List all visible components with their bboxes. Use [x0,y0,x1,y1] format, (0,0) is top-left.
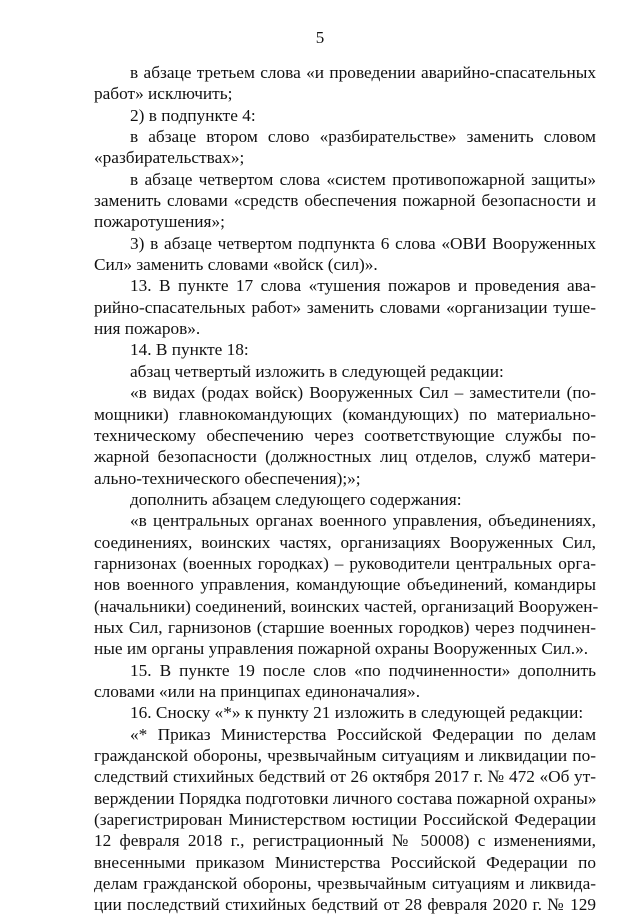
paragraph [94,361,596,382]
text-line: «разбирательствах»; [94,148,245,168]
text-line: 13. В пункте 17 слова «тушения пожаров и проведения ава- [130,276,596,296]
text-line: внесенными приказом Министерства Российской Федерации по [94,852,596,872]
paragraph [94,105,596,126]
paragraph [94,382,596,489]
text-line: заменить словами «средств обеспечения пожарной безопасности и [94,191,596,211]
text-line: ные им органы управления пожарной охраны Вооруженных Сил.». [94,639,589,659]
text-line: рийно-спасательных работ» заменить словами «организации туше- [94,297,596,317]
text-line: делам гражданской обороны, чрезвычайным ситуациям и ликвида- [94,874,596,894]
paragraph [94,660,596,703]
text-line: гражданской обороны, чрезвычайным ситуациям и ликвидации по- [94,746,596,765]
paragraph [94,126,596,169]
text-line: дополнить абзацем следующего содержания: [130,489,462,509]
paragraph [94,233,596,276]
text-line: ных Сил, гарнизонов (старшие военных городков) через подчинен- [94,617,596,637]
text-line: соединениях, воинских частях, организациях Вооруженных Сил, [94,532,596,552]
text-line: Сил» заменить словами «войск (сил)». [94,255,378,275]
page-number: 5 [315,28,325,47]
text-line: в абзаце втором слово «разбирательстве» заменить словом [130,127,596,147]
paragraph [94,724,596,916]
paragraph [94,275,596,339]
text-line: гарнизонах (военных городках) – руководители центральных орга- [94,553,596,573]
paragraph [94,489,596,510]
text-line: верждении Порядка подготовки личного состава пожарной охраны» [94,788,597,808]
paragraph [94,510,599,659]
text-line: «в видах (родах войск) Вооруженных Сил – заместители (по- [130,383,596,403]
text-line: работ» исключить; [94,84,233,104]
text-line: ально-технического обеспечения);»; [94,468,361,488]
text-line: «в центральных органах военного управления, объединениях, [130,511,596,531]
text-line: (начальники) соединений, воинских частей, организаций Вооружен- [94,596,599,616]
text-line: «* Приказ Министерства Российской Федерации по делам [130,724,596,744]
text-line: 14. В пункте 18: [130,340,249,360]
paragraph [94,169,596,233]
text-line: (зарегистрирован Министерством юстиции Российской Федерации [94,810,596,830]
text-line: 2) в подпункте 4: [130,105,256,125]
text-line: в абзаце четвертом слова «систем противопожарной защиты» [130,169,596,189]
paragraph [94,702,596,723]
text-line: в абзаце третьем слова «и проведении аварийно-спасательных [130,63,596,82]
paragraph [94,339,596,360]
paragraph [94,62,596,105]
text-line: ния пожаров». [94,319,201,339]
text-line: следствий стихийных бедствий от 26 октября 2017 г. № 472 «Об ут- [94,767,596,787]
text-line: техническому обеспечению через соответствующие службы по- [94,425,596,445]
text-line: 15. В пункте 19 после слов «по подчиненности» дополнить [130,660,596,680]
text-line: словами «или на принципах единоначалия». [94,681,421,701]
text-line: 12 февраля 2018 г., регистрационный № 50008) с изменениями, [94,831,596,851]
text-line: абзац четвертый изложить в следующей редакции: [130,361,504,381]
text-line: ции последствий стихийных бедствий от 28 февраля 2020 г. № 129 [94,895,596,915]
text-line: мощники) главнокомандующих (командующих) по материально- [94,404,596,424]
document-body [94,62,599,916]
text-line: 3) в абзаце четвертом подпункта 6 слова «ОВИ Вооруженных [130,233,596,253]
text-line: пожаротушения»; [94,212,225,232]
text-line: жарной безопасности (должностных лиц отделов, служб матери- [94,447,596,467]
text-line: нов военного управления, командующие объединений, командиры [94,575,596,595]
text-line: 16. Сноску «*» к пункту 21 изложить в следующей редакции: [130,703,584,723]
